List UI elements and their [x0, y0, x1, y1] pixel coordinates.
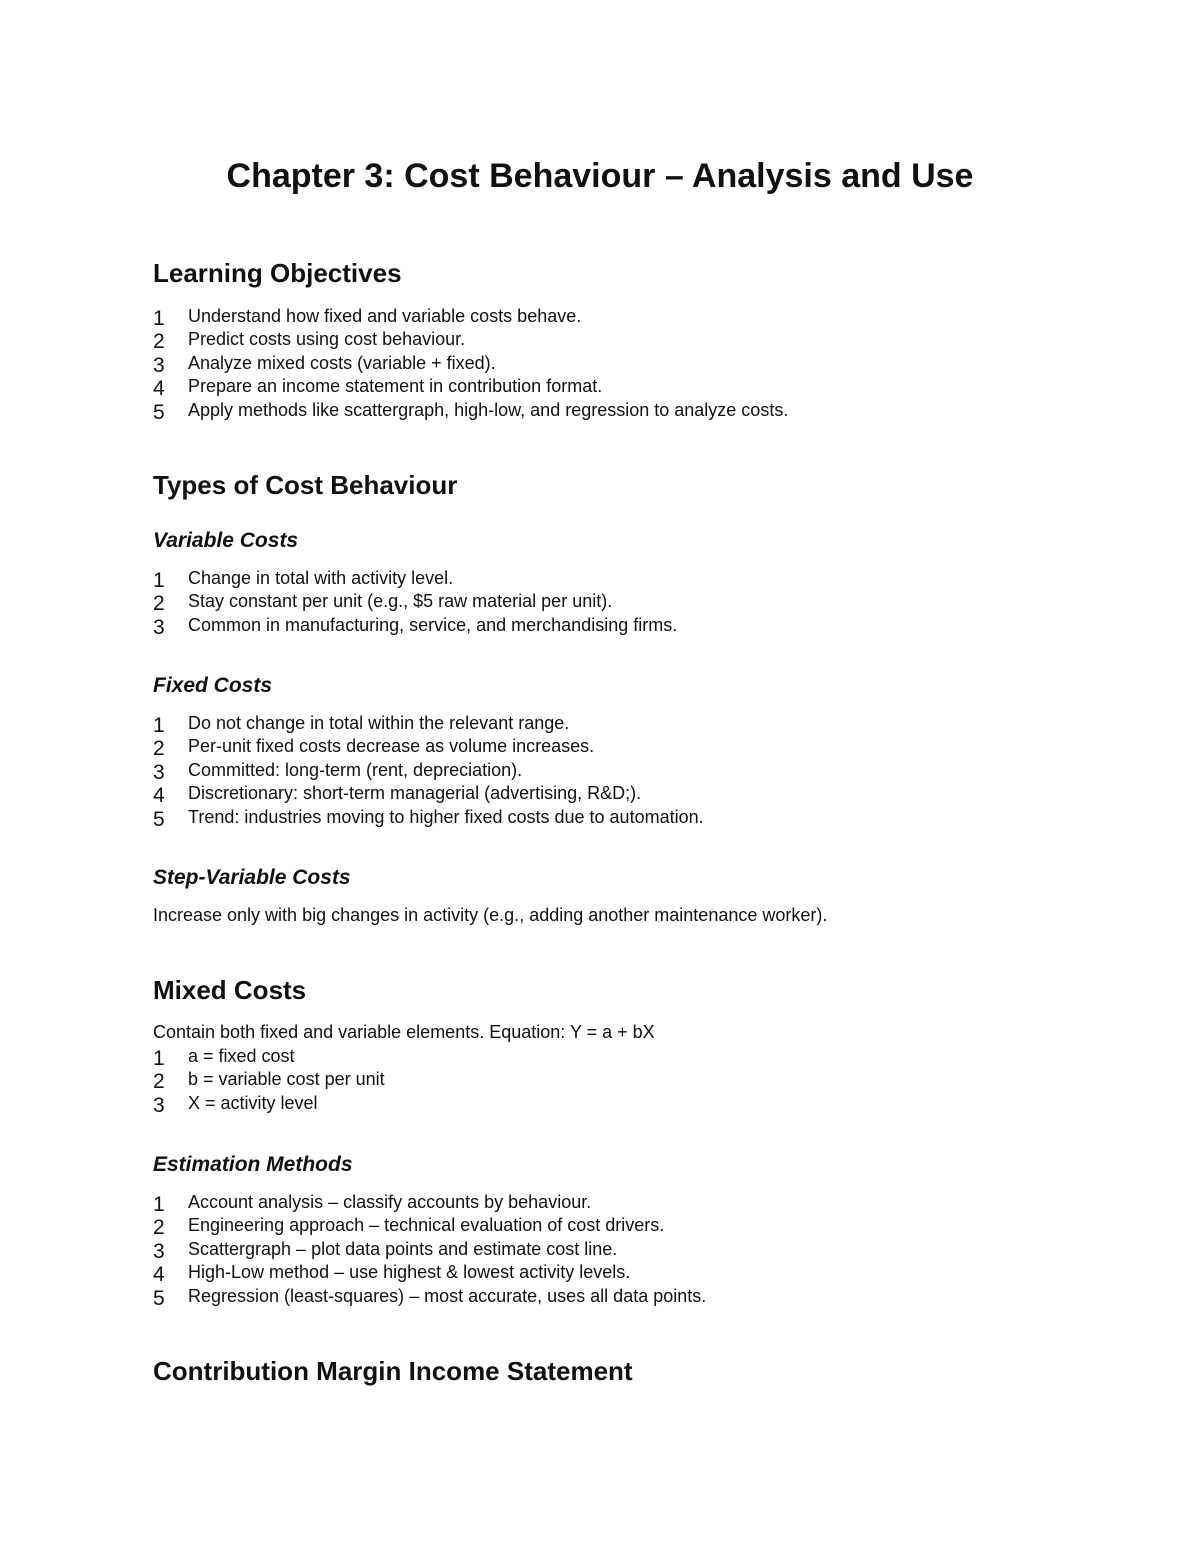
list-item-number: 1	[153, 307, 165, 330]
list-item-text: Change in total with activity level.	[188, 568, 454, 588]
list-item-text: Committed: long-term (rent, depreciation).	[188, 759, 523, 780]
contribution-margin-heading: Contribution Margin Income Statement	[153, 1356, 633, 1386]
learning-objectives-heading: Learning Objectives	[153, 258, 402, 288]
list-item-number: 3	[153, 760, 165, 784]
list-item-text: Stay constant per unit (e.g., $5 raw material per unit).	[188, 591, 613, 612]
list-item-number: 2	[153, 330, 165, 354]
list-item-number: 5	[153, 400, 165, 424]
list-item-number: 1	[153, 714, 165, 737]
list-item-text: Scattergraph – plot data points and estimate cost line.	[188, 1238, 618, 1259]
list-item-text: b = variable cost per unit	[188, 1069, 385, 1090]
list-item-number: 4	[153, 377, 165, 401]
list-item-text: Predict costs using cost behaviour.	[188, 329, 466, 350]
variable-costs-heading: Variable Costs	[153, 529, 299, 552]
list-item-text: Do not change in total within the relevant range.	[188, 713, 570, 733]
list-item-text: a = fixed cost	[188, 1046, 295, 1066]
list-item-number: 2	[153, 737, 165, 761]
step-variable-costs-text: Increase only with big changes in activity (e.g., adding another maintenance worker).	[153, 905, 828, 925]
list-item-text: High-Low method – use highest & lowest activity levels.	[188, 1262, 631, 1283]
list-item-number: 3	[153, 1239, 165, 1263]
list-item-text: Common in manufacturing, service, and merchandising firms.	[188, 614, 678, 635]
list-item-number: 5	[153, 807, 165, 831]
list-item-number: 5	[153, 1286, 165, 1310]
list-item-text: Regression (least-squares) – most accurate, uses all data points.	[188, 1285, 707, 1306]
list-item-number: 1	[153, 1047, 165, 1070]
list-item-text: Account analysis – classify accounts by behaviour.	[188, 1192, 592, 1212]
list-item-text: X = activity level	[188, 1092, 318, 1113]
list-item-number: 1	[153, 1193, 165, 1216]
list-item-number: 1	[153, 569, 165, 592]
list-item-number: 3	[153, 1093, 165, 1117]
list-item-number: 3	[153, 353, 165, 377]
mixed-costs-intro: Contain both fixed and variable elements. Equation: Y = a + bX	[153, 1022, 655, 1042]
list-item-number: 2	[153, 1070, 165, 1094]
list-item-text: Understand how fixed and variable costs behave.	[188, 306, 582, 326]
list-item-text: Engineering approach – technical evaluation of cost drivers.	[188, 1215, 665, 1236]
list-item-text: Analyze mixed costs (variable + fixed).	[188, 352, 496, 373]
list-item-number: 2	[153, 1216, 165, 1240]
list-item-text: Discretionary: short-term managerial (advertising, R&D;).	[188, 783, 642, 804]
list-item-number: 4	[153, 1263, 165, 1287]
list-item-text: Apply methods like scattergraph, high-low, and regression to analyze costs.	[188, 399, 789, 420]
mixed-costs-heading: Mixed Costs	[153, 975, 307, 1005]
step-variable-costs-heading: Step-Variable Costs	[153, 866, 351, 889]
list-item-text: Per-unit fixed costs decrease as volume increases.	[188, 736, 595, 757]
list-item-text: Prepare an income statement in contribution format.	[188, 376, 603, 397]
list-item-number: 2	[153, 592, 165, 616]
list-item-text: Trend: industries moving to higher fixed costs due to automation.	[188, 806, 704, 827]
types-of-cost-behaviour-heading: Types of Cost Behaviour	[153, 470, 458, 500]
document-title: Chapter 3: Cost Behaviour – Analysis and Use	[226, 157, 974, 195]
fixed-costs-heading: Fixed Costs	[153, 674, 273, 697]
list-item-number: 3	[153, 615, 165, 639]
estimation-methods-heading: Estimation Methods	[153, 1153, 353, 1176]
list-item-number: 4	[153, 784, 165, 808]
